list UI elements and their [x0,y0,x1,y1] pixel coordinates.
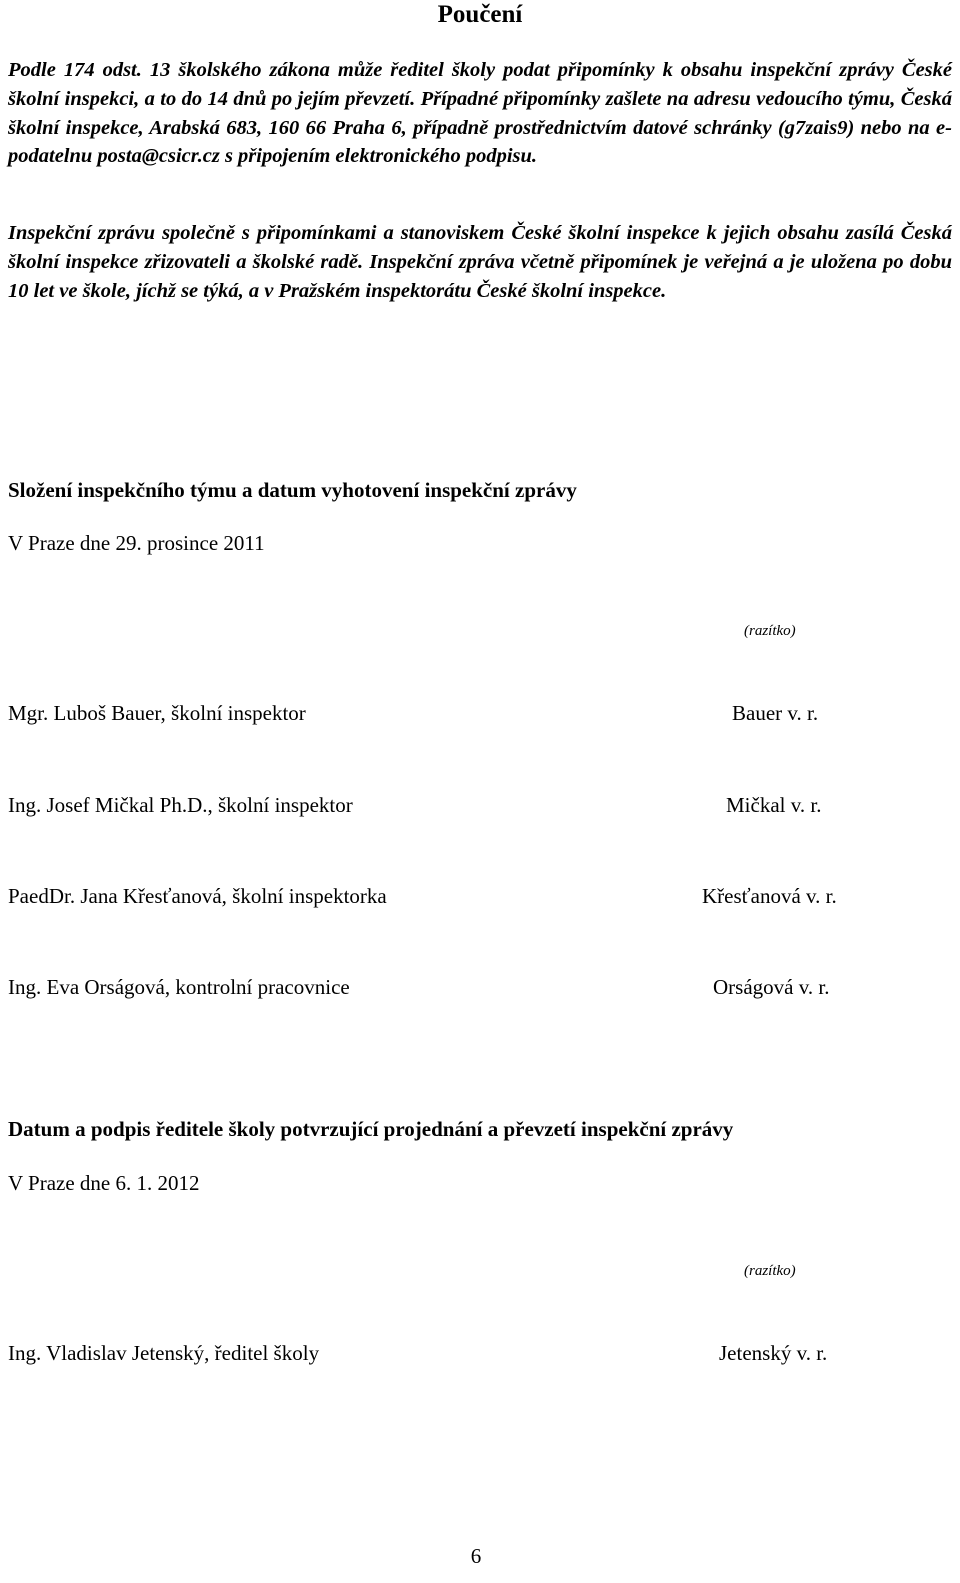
team-member-name: Ing. Josef Mičkal Ph.D., školní inspektor [8,793,353,817]
director-section-date: V Praze dne 6. 1. 2012 [8,1171,200,1195]
team-member-signature: Orságová v. r. [713,975,830,999]
director-signature: Jetenský v. r. [719,1341,828,1365]
team-member-signature: Bauer v. r. [732,701,819,725]
distribution-paragraph: Inspekční zprávu společně s připomínkami a stanoviskem České školní inspekce k jejich obsahu zasílá Česká školní inspekce zřizovateli a školské radě. Inspekční zpráva včetně připomínek je veřejná a je uložena po dobu 10 let ve škole, jíchž se týká, a v Pražském inspektorátu České školní inspekce. [8,222,952,302]
team-section-heading: Složení inspekčního týmu a datum vyhotovení inspekční zprávy [8,478,577,502]
team-section-date: V Praze dne 29. prosince 2011 [8,531,265,555]
team-member-signature: Křesťanová v. r. [702,884,837,908]
document-title: Poučení [437,1,523,28]
team-stamp-label: (razítko) [744,623,796,639]
team-member-name: PaedDr. Jana Křesťanová, školní inspektorka [8,884,387,908]
instructions-paragraph: Podle 174 odst. 13 školského zákona může ředitel školy podat připomínky k obsahu inspekční zprávy České školní inspekci, a to do 14 dnů po jejím převzetí. Případné připomínky zašlete na adresu vedoucího týmu, Česká školní inspekce, Arabská 683, 160 66 Praha 6, případně prostřednictvím datové schránky (g7zais9) nebo na e-podatelnu posta@csicr.cz s připojením elektronického podpisu. [8,59,952,168]
page-number: 6 [470,1544,482,1568]
team-member-name: Ing. Eva Orságová, kontrolní pracovnice [8,975,350,999]
director-stamp-label: (razítko) [744,1263,796,1279]
team-member-name: Mgr. Luboš Bauer, školní inspektor [8,701,306,725]
director-name: Ing. Vladislav Jetenský, ředitel školy [8,1341,320,1365]
director-section-heading: Datum a podpis ředitele školy potvrzující projednání a převzetí inspekční zprávy [8,1117,734,1141]
team-member-signature: Mičkal v. r. [726,793,822,817]
